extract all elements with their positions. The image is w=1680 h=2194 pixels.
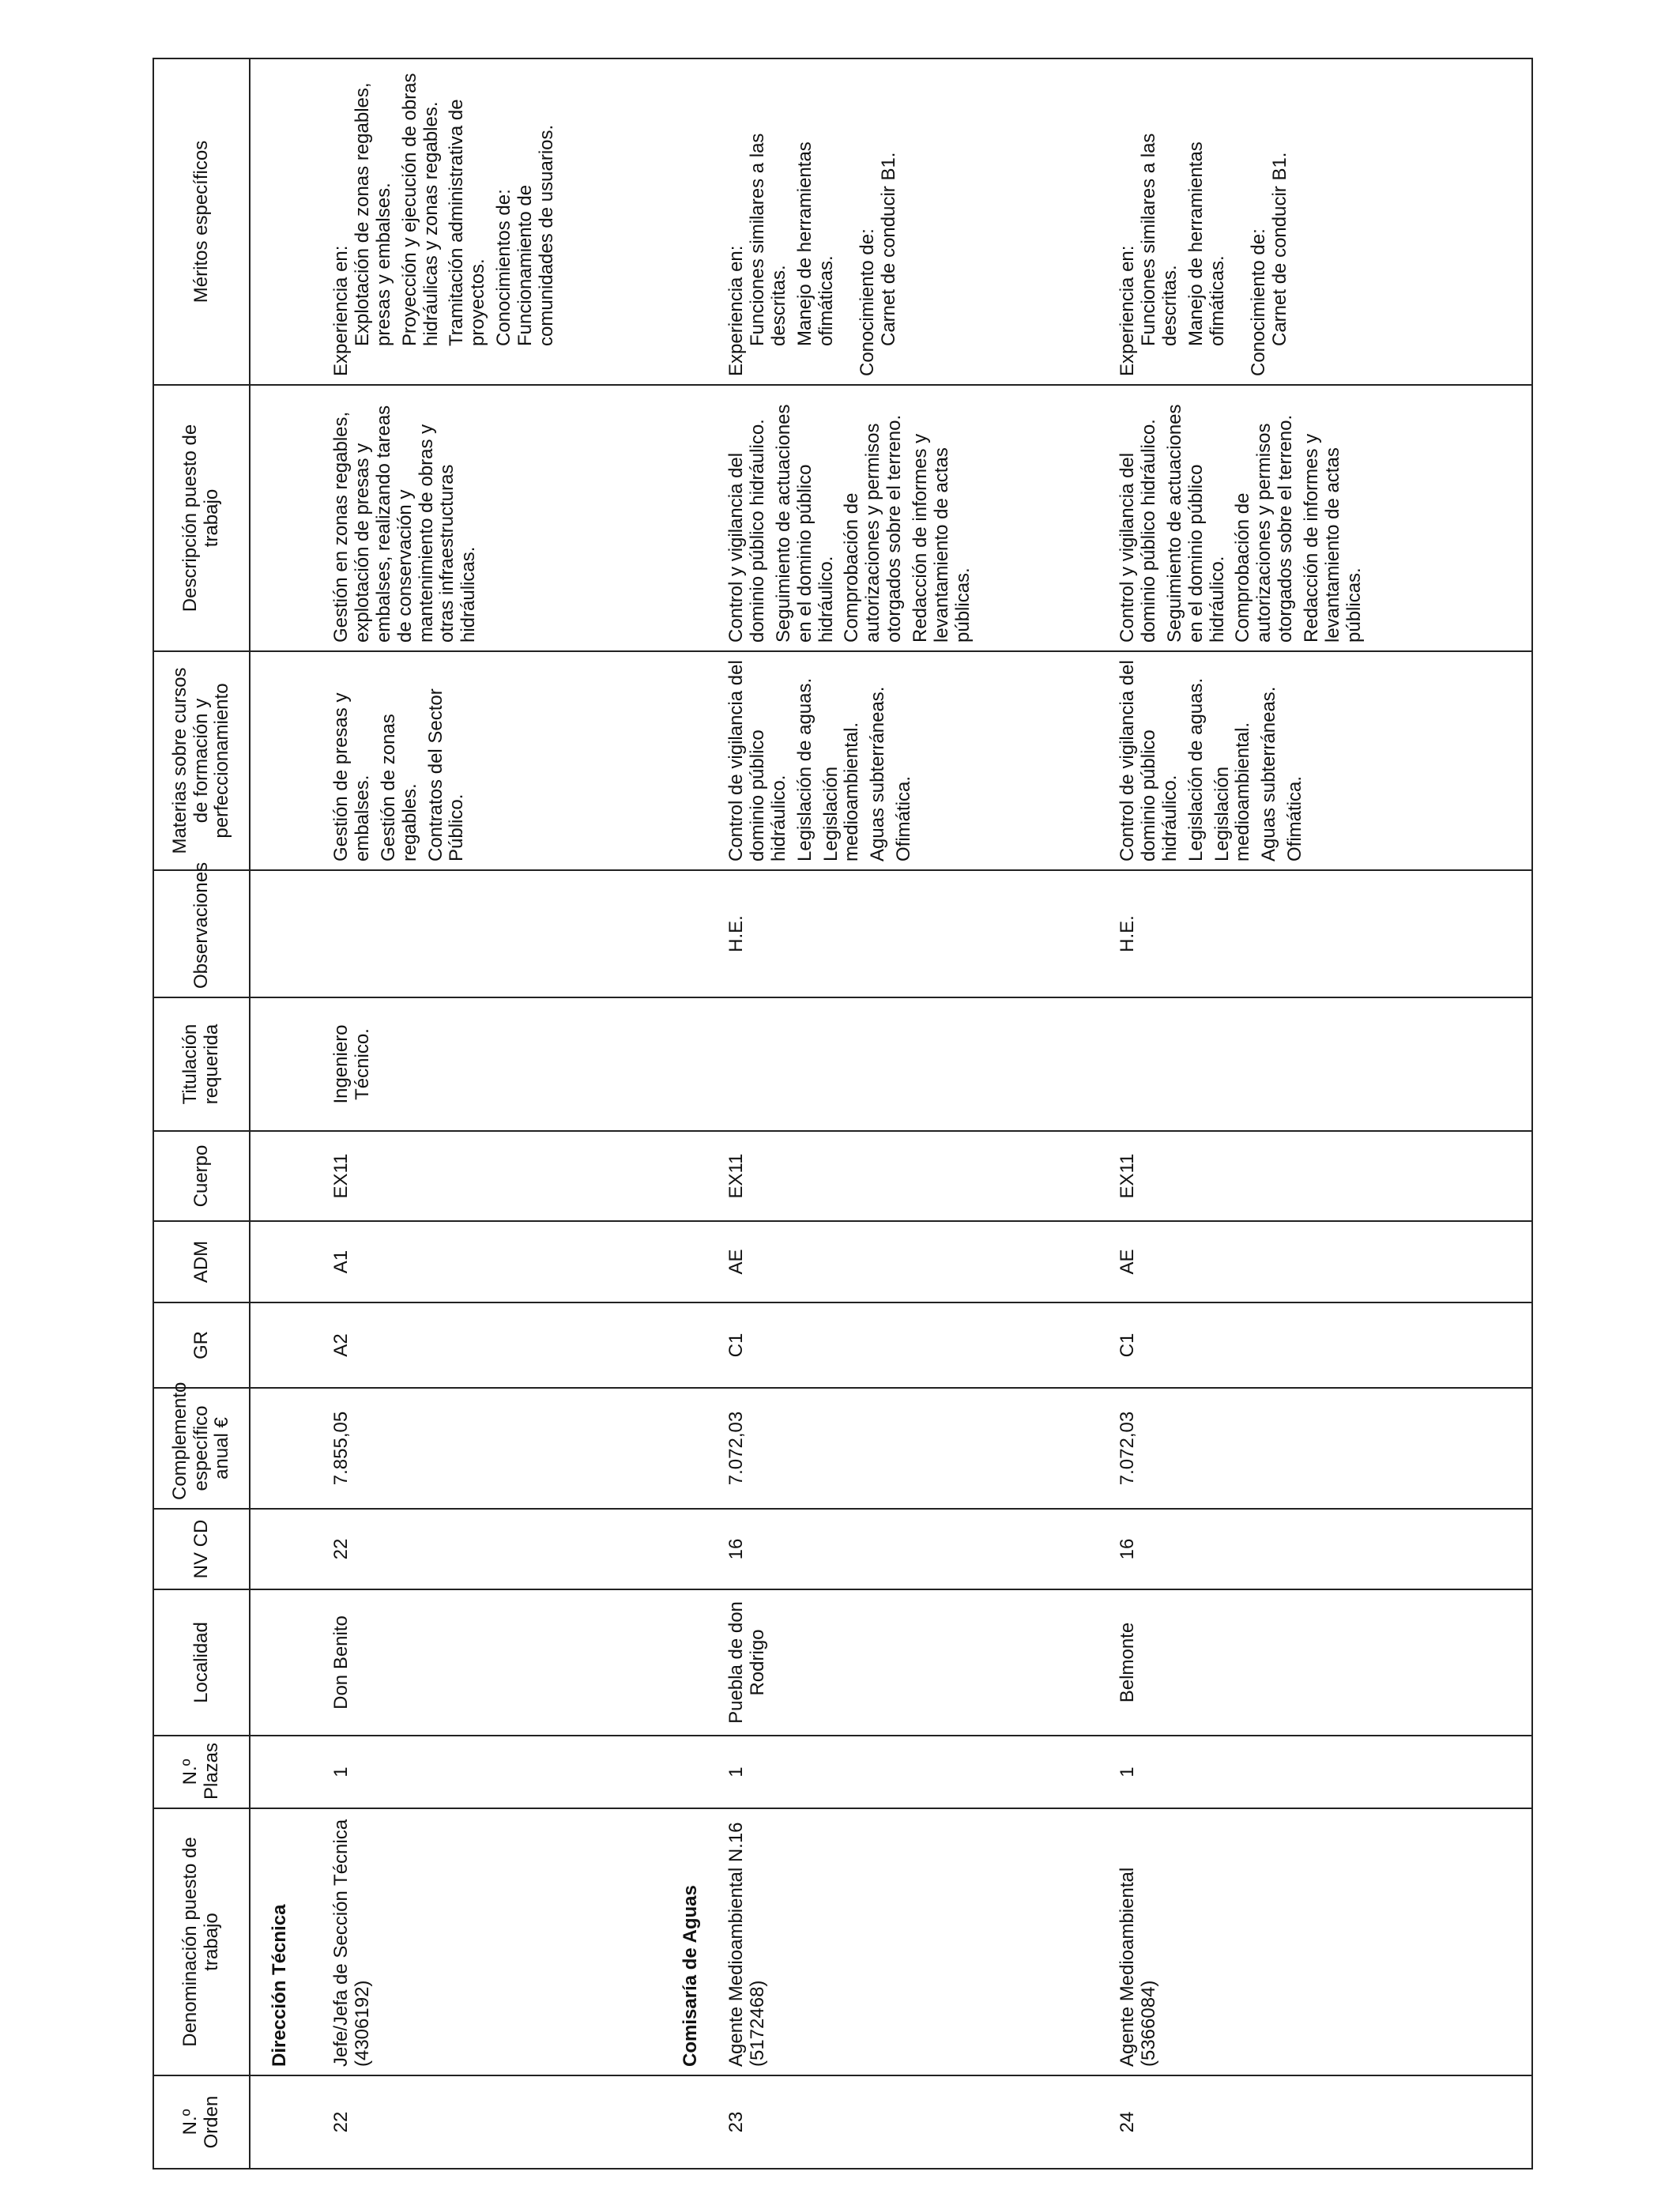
- cell-gr: C1: [1111, 1302, 1532, 1388]
- cell-meritos: [325, 58, 665, 385]
- materia-item: Gestión de zonas regables.: [377, 714, 420, 861]
- header-nvcd: NV CD: [153, 1509, 250, 1589]
- cell-descripcion: [325, 385, 665, 651]
- materia-item: Legislación de aguas.: [1185, 677, 1207, 861]
- meritos-knowledge-label: Conocimientos de:: [493, 189, 515, 346]
- cell-adm: AE: [1111, 1221, 1532, 1302]
- header-gr: GR: [153, 1302, 250, 1388]
- header-descripcion: Descripción puesto de trabajo: [153, 385, 250, 651]
- cell-orden: 23: [720, 2075, 1111, 2169]
- meritos-knowledge-label: Conocimiento de:: [1248, 228, 1270, 376]
- cell-gr: C1: [720, 1302, 1111, 1388]
- cell-materias: [1111, 651, 1532, 870]
- merito-item: Proyección y ejecución de obras hidráulicas y zonas regables.: [398, 73, 442, 346]
- cell-titulacion: [1111, 997, 1532, 1131]
- materia-item: Aguas subterráneas.: [1258, 686, 1280, 861]
- cell-materias: [325, 651, 665, 870]
- cell-denominacion: Agente Medioambiental N.16 (5172468): [720, 1808, 1111, 2075]
- cell-cuerpo: EX11: [720, 1131, 1111, 1221]
- descripcion-item: Control y vigilancia del dominio público hidráulico.: [725, 419, 768, 643]
- cell-adm: AE: [720, 1221, 1111, 1302]
- cell-denominacion: Jefe/Jefa de Sección Técnica (4306192): [325, 1808, 665, 2075]
- cell-adm: A1: [325, 1221, 665, 1302]
- materia-item: Legislación medioambiental.: [819, 722, 863, 861]
- descripcion-item: Control y vigilancia del dominio público hidráulico.: [1117, 419, 1159, 643]
- header-materias: Materias sobre cursos de formación y perfeccionamiento: [153, 651, 250, 870]
- cell-plazas: 1: [720, 1736, 1111, 1808]
- header-observaciones: Observaciones: [153, 870, 250, 997]
- table-row: [1111, 58, 1532, 2169]
- cell-denominacion: Agente Medioambiental (5366084): [1111, 1808, 1532, 2075]
- section-row-direccion: [250, 58, 325, 2169]
- merito-item: Manejo de herramientas ofimáticas.: [1185, 141, 1228, 346]
- table-row: [325, 58, 665, 2169]
- merito-item: Funcionamiento de comunidades de usuarios.: [514, 124, 557, 346]
- meritos-experience-label: Experiencia en:: [725, 245, 747, 376]
- section-title-direccion: Dirección Técnica: [269, 1904, 290, 2067]
- cell-plazas: 1: [1111, 1736, 1532, 1808]
- section-title-comisaria: Comisaría de Aguas: [680, 1885, 701, 2067]
- header-titulacion: Titulación requerida: [153, 997, 250, 1131]
- cell-titulacion: [720, 997, 1111, 1131]
- merito-item: Funciones similares a las descritas.: [746, 133, 789, 346]
- header-meritos: Méritos específicos: [153, 58, 250, 385]
- cell-complemento: 7.855,05: [325, 1388, 665, 1509]
- cell-localidad: Belmonte: [1111, 1589, 1532, 1736]
- rotated-page: [153, 59, 1533, 2169]
- cell-nvcd: 22: [325, 1509, 665, 1589]
- cell-localidad: Don Benito: [325, 1589, 665, 1736]
- merito-item: Manejo de herramientas ofimáticas.: [793, 141, 837, 346]
- cell-nvcd: 16: [720, 1509, 1111, 1589]
- section-row-comisaria: [665, 58, 720, 2169]
- cell-descripcion: [720, 385, 1111, 651]
- descripcion-item: Redacción de informes y levantamiento de actas públicas.: [1301, 433, 1365, 643]
- cell-meritos: [720, 58, 1111, 385]
- materia-item: Ofimática.: [893, 775, 915, 861]
- descripcion-item: Gestión en zonas regables, explotación de presas y embalses, realizando tareas de conservación y mantenimiento de obras y otras infraestructuras hidráulicas.: [330, 405, 480, 643]
- meritos-experience-label: Experiencia en:: [1117, 245, 1138, 376]
- materia-item: Aguas subterráneas.: [867, 686, 889, 861]
- cell-orden: 22: [325, 2075, 665, 2169]
- header-plazas: N.º Plazas: [153, 1736, 250, 1808]
- cell-observaciones: [325, 870, 665, 997]
- materia-item: Gestión de presas y embalses.: [330, 692, 373, 861]
- merito-item: Funciones similares a las descritas.: [1137, 133, 1181, 346]
- meritos-knowledge-label: Conocimiento de:: [857, 228, 879, 376]
- descripcion-item: Redacción de informes y levantamiento de actas públicas.: [910, 433, 974, 643]
- cell-complemento: 7.072,03: [1111, 1388, 1532, 1509]
- meritos-experience-label: Experiencia en:: [330, 245, 352, 376]
- materia-item: Legislación de aguas.: [793, 677, 816, 861]
- materia-item: Contratos del Sector Público.: [424, 688, 468, 861]
- merito-item: Carnet de conducir B1.: [878, 152, 900, 346]
- cell-descripcion: [1111, 385, 1532, 651]
- cell-titulacion: Ingeniero Técnico.: [325, 997, 665, 1131]
- cell-observaciones: H.E.: [1111, 870, 1532, 997]
- cell-observaciones: H.E.: [720, 870, 1111, 997]
- descripcion-item: Seguimiento de actuaciones en el dominio público hidráulico.: [772, 404, 837, 643]
- materia-item: Control de vigilancia del dominio público hidráulico.: [725, 660, 789, 861]
- header-row: [153, 58, 250, 2169]
- header-localidad: Localidad: [153, 1589, 250, 1736]
- materia-item: Control de vigilancia del dominio público hidráulico.: [1117, 660, 1181, 861]
- cell-cuerpo: EX11: [325, 1131, 665, 1221]
- descripcion-item: Comprobación de autorizaciones y permisos otorgados sobre el terreno.: [1232, 414, 1297, 643]
- cell-complemento: 7.072,03: [720, 1388, 1111, 1509]
- cell-materias: [720, 651, 1111, 870]
- table-row: [720, 58, 1111, 2169]
- header-orden: N.º Orden: [153, 2075, 250, 2169]
- header-adm: ADM: [153, 1221, 250, 1302]
- materia-item: Ofimática.: [1284, 775, 1306, 861]
- cell-cuerpo: EX11: [1111, 1131, 1532, 1221]
- header-denominacion: Denominación puesto de trabajo: [153, 1808, 250, 2075]
- header-complemento: Complemento específico anual €: [153, 1388, 250, 1509]
- merito-item: Explotación de zonas regables, presas y embalses.: [351, 82, 394, 346]
- merito-item: Carnet de conducir B1.: [1269, 152, 1291, 346]
- materia-item: Legislación medioambiental.: [1211, 722, 1254, 861]
- cell-localidad: Puebla de don Rodrigo: [720, 1589, 1111, 1736]
- header-cuerpo: Cuerpo: [153, 1131, 250, 1221]
- descripcion-item: Seguimiento de actuaciones en el dominio público hidráulico.: [1163, 404, 1228, 643]
- cell-gr: A2: [325, 1302, 665, 1388]
- descripcion-item: Comprobación de autorizaciones y permisos otorgados sobre el terreno.: [841, 414, 906, 643]
- cell-plazas: 1: [325, 1736, 665, 1808]
- merito-item: Tramitación administrativa de proyectos.: [446, 99, 489, 346]
- cell-meritos: [1111, 58, 1532, 385]
- cell-orden: 24: [1111, 2075, 1532, 2169]
- job-positions-table: [153, 58, 1533, 2169]
- cell-nvcd: 16: [1111, 1509, 1532, 1589]
